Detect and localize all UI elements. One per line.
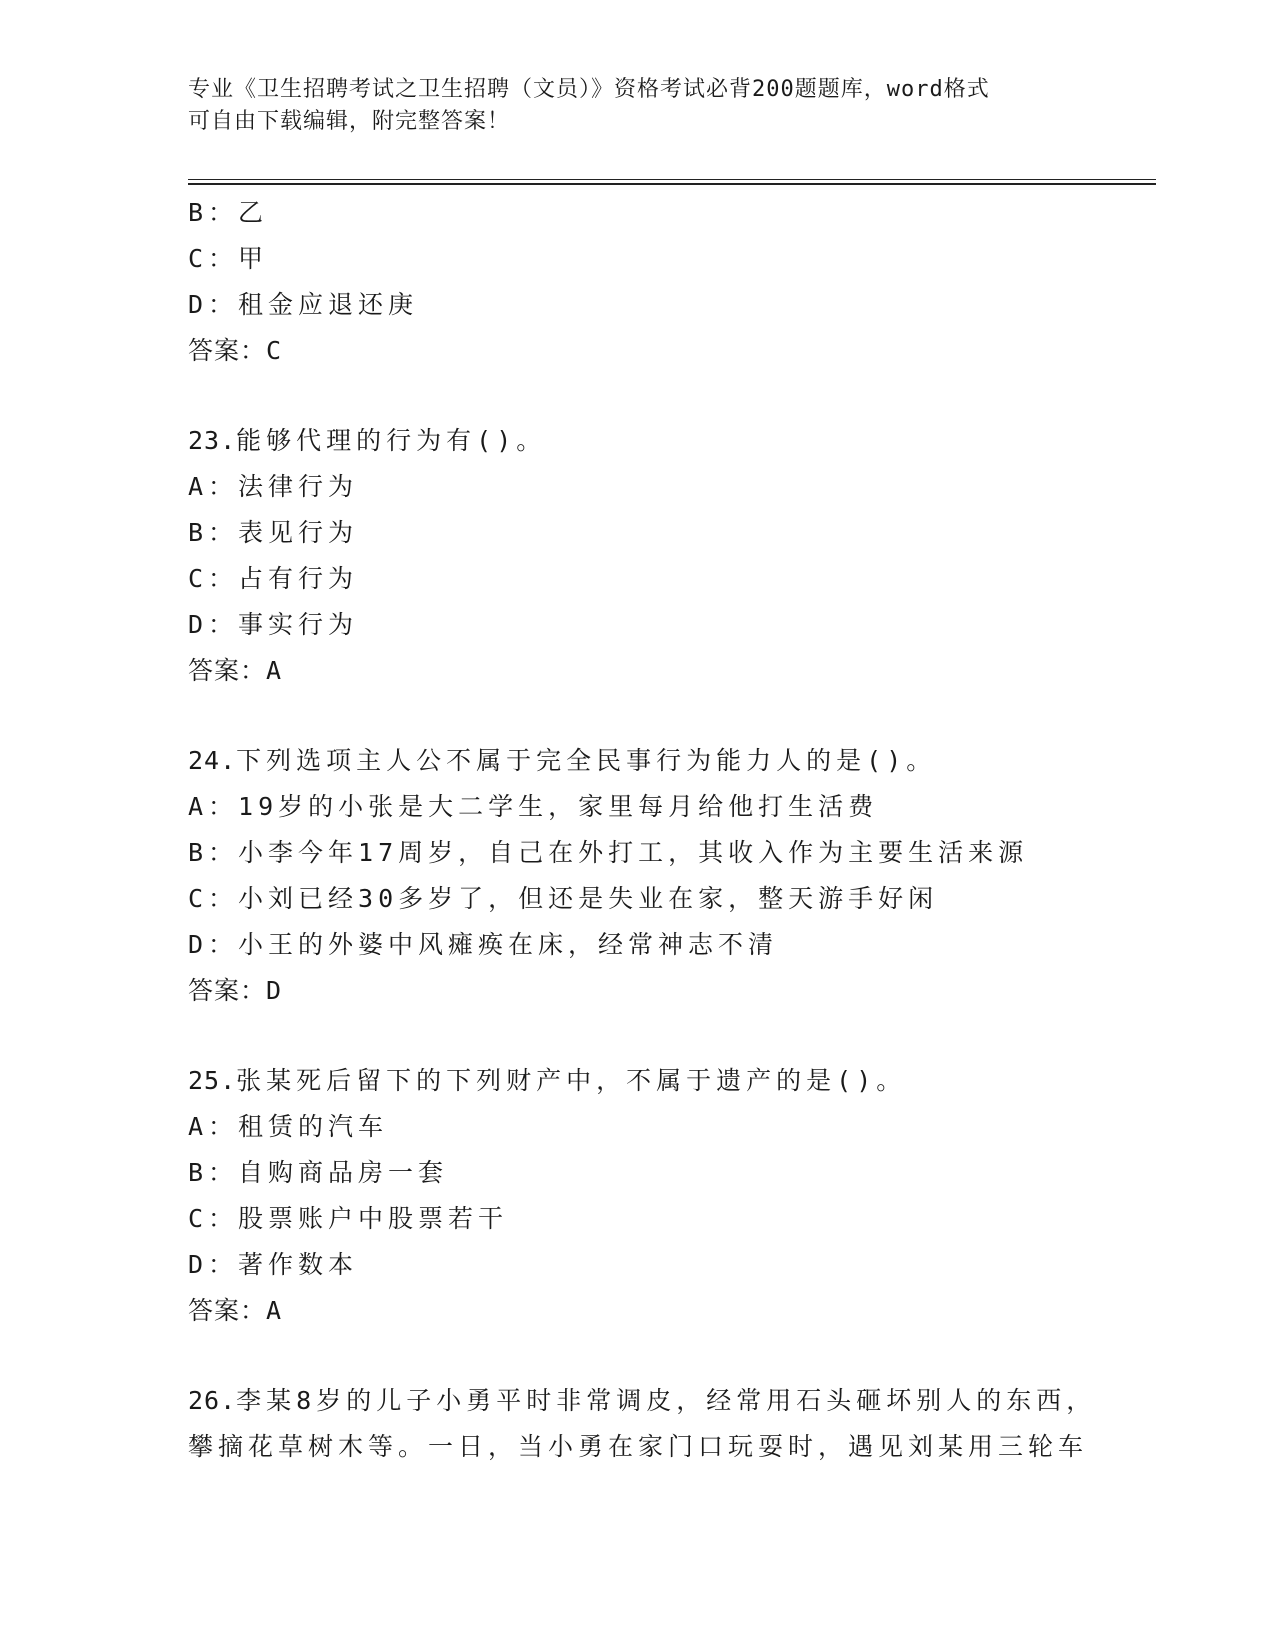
answer-line — [188, 968, 1088, 1014]
answer-line — [188, 1288, 1088, 1334]
question-stem-line-1: 李某8岁的儿子小勇平时非常调皮，经常用石头砸坏别人的东西， — [236, 1386, 1097, 1415]
answer-value: A — [266, 1296, 283, 1325]
answer-label: 答案： — [188, 656, 267, 685]
option-d: D：小王的外婆中风瘫痪在床，经常神志不清 — [188, 930, 779, 959]
option-c: C：股票账户中股票若干 — [188, 1204, 509, 1233]
question-stem-line-2: 攀摘花草树木等。一日，当小勇在家门口玩耍时，遇见刘某用三轮车 — [188, 1432, 1089, 1461]
option-c: C：小刘已经30多岁了，但还是失业在家，整天游手好闲 — [188, 884, 939, 913]
option-a: A：19岁的小张是大二学生，家里每月给他打生活费 — [188, 792, 879, 821]
option-c: C：占有行为 — [188, 564, 359, 593]
question-number: 24. — [188, 746, 237, 775]
option-d: D：事实行为 — [188, 610, 359, 639]
answer-line — [188, 648, 1088, 694]
option-b: B：表见行为 — [188, 518, 359, 547]
answer-line — [188, 328, 1088, 374]
document-header — [188, 74, 1068, 138]
answer-label: 答案： — [188, 976, 267, 1005]
answer-label: 答案： — [188, 1296, 267, 1325]
question-number: 26. — [188, 1386, 237, 1415]
option-a: A：法律行为 — [188, 472, 359, 501]
question-number: 25. — [188, 1066, 237, 1095]
question-block-26 — [188, 1378, 1097, 1470]
question-block-continued — [188, 190, 1088, 374]
question-block-23 — [188, 418, 1088, 694]
option-a: A：租赁的汽车 — [188, 1112, 389, 1141]
answer-label: 答案： — [188, 336, 267, 365]
question-text — [188, 1378, 1097, 1424]
answer-value: D — [266, 976, 283, 1005]
header-line-1: 专业《卫生招聘考试之卫生招聘（文员）》资格考试必背200题题库，word格式 — [188, 77, 990, 102]
option-b: B：自购商品房一套 — [188, 1158, 449, 1187]
question-stem: 张某死后留下的下列财产中，不属于遗产的是()。 — [236, 1066, 907, 1095]
question-block-24 — [188, 738, 1088, 1014]
answer-value: C — [266, 336, 283, 365]
document-body — [188, 190, 1097, 1470]
option-d: D：租金应退还庚 — [188, 290, 419, 319]
option-b: B：小李今年17周岁，自己在外打工，其收入作为主要生活来源 — [188, 838, 1029, 867]
question-text — [188, 1058, 1088, 1104]
question-number: 23. — [188, 426, 237, 455]
question-stem: 能够代理的行为有()。 — [236, 426, 547, 455]
option-b: B：乙 — [188, 198, 269, 227]
answer-value: A — [266, 656, 283, 685]
question-block-25 — [188, 1058, 1088, 1334]
question-stem: 下列选项主人公不属于完全民事行为能力人的是()。 — [236, 746, 937, 775]
header-line-2: 可自由下载编辑，附完整答案！ — [188, 109, 511, 134]
option-d: D：著作数本 — [188, 1250, 359, 1279]
option-c: C：甲 — [188, 244, 269, 273]
question-text — [188, 418, 1088, 464]
question-text — [188, 738, 1088, 784]
header-divider — [188, 179, 1156, 185]
